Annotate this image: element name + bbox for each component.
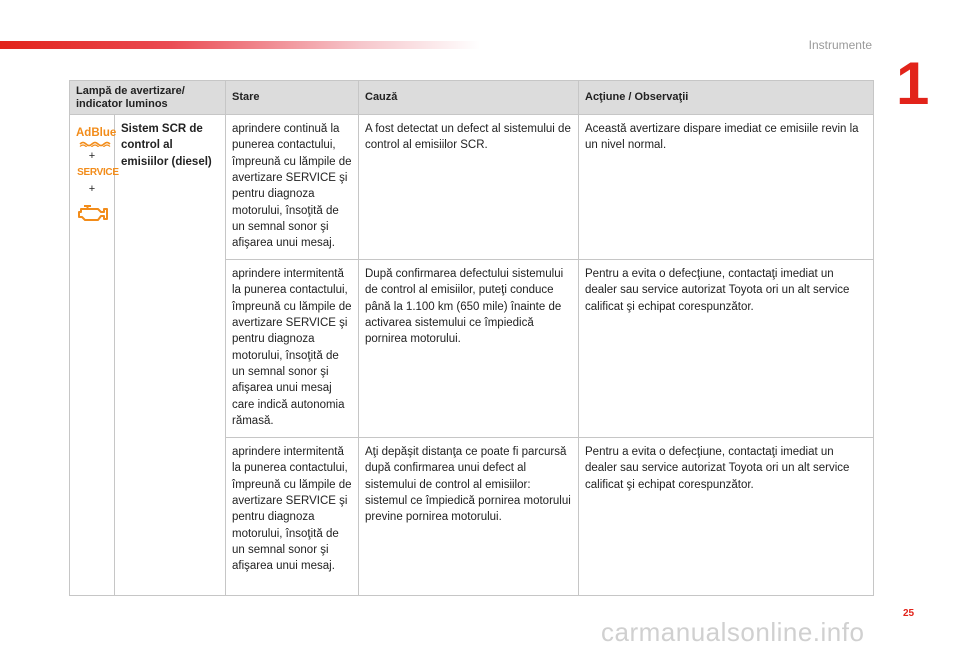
state-cell	[226, 115, 359, 260]
watermark: carmanualsonline.info	[601, 617, 865, 647]
page-number: 25	[903, 608, 915, 619]
action-text: Această avertizare dispare imediat ce emisiile revin la un nivel normal.	[585, 123, 859, 152]
header-red-bar	[0, 41, 480, 49]
system-name: Sistem SCR de control al emisiilor (diesel)	[121, 123, 212, 168]
warning-lamp-table	[69, 80, 874, 596]
cause-text: Aţi depăşit distanţa ce poate fi parcursă după confirmarea unui defect al sistemului de control al emisiilor: sistemul ce împiedică pornirea motorului previne pornirea motorului.	[365, 446, 571, 524]
plus-sign: +	[88, 149, 96, 162]
action-cell	[579, 260, 874, 438]
service-icon: SERVICE	[77, 165, 119, 178]
column-header-state: Stare	[226, 81, 359, 115]
section-title: Instrumente	[808, 38, 872, 52]
action-text: Pentru a evita o defecţiune, contactaţi imediat un dealer sau service autorizat Toyota ori un alt service calificat şi echipat corespunzător.	[585, 446, 850, 491]
system-name-cell	[115, 115, 226, 596]
state-text: aprindere continuă la punerea contactului, împreună cu lămpile de avertizare SERVICE şi pentru diagnoza motorului, însoţită de un semnal sonor şi afişarea unui mesaj.	[232, 123, 352, 250]
cause-cell	[359, 260, 579, 438]
column-header-action: Acţiune / Observaţii	[579, 81, 874, 115]
table-row	[70, 115, 874, 260]
state-cell	[226, 438, 359, 596]
column-header-lamp: Lampă de avertizare/ indicator luminos	[70, 81, 226, 115]
plus-sign: +	[88, 182, 96, 195]
action-text: Pentru a evita o defecţiune, contactaţi imediat un dealer sau service autorizat Toyota ori un alt service calificat şi echipat corespunzător.	[585, 268, 850, 313]
adblue-icon	[76, 128, 116, 147]
cause-text: După confirmarea defectului sistemului de control al emisiilor, puteţi conduce până la 1.100 km (650 mile) înainte de activarea sistemului ce împiedică pornirea motorului.	[365, 268, 564, 346]
column-header-cause: Cauză	[359, 81, 579, 115]
state-text: aprindere intermitentă la punerea contactului, împreună cu lămpile de avertizare SERVICE şi pentru diagnoza motorului, însoţită de un semnal sonor şi afişarea unui mesaj.	[232, 446, 352, 573]
state-cell	[226, 260, 359, 438]
adblue-wave-icon	[79, 141, 113, 147]
cause-text: A fost detectat un defect al sistemului de control al emisiilor SCR.	[365, 123, 571, 152]
table-header-row	[70, 81, 874, 115]
engine-check-icon	[76, 201, 110, 223]
action-cell	[579, 115, 874, 260]
cause-cell	[359, 115, 579, 260]
adblue-label: AdBlue	[76, 127, 117, 139]
state-text: aprindere intermitentă la punerea contactului, împreună cu lămpile de avertizare SERVICE şi pentru diagnoza motorului, însoţită de un semnal sonor şi afişarea unui mesaj care indică autonomia rămasă.	[232, 268, 352, 427]
cause-cell	[359, 438, 579, 596]
chapter-number: 1	[896, 50, 930, 117]
action-cell	[579, 438, 874, 596]
indicator-icons-cell	[70, 115, 119, 596]
